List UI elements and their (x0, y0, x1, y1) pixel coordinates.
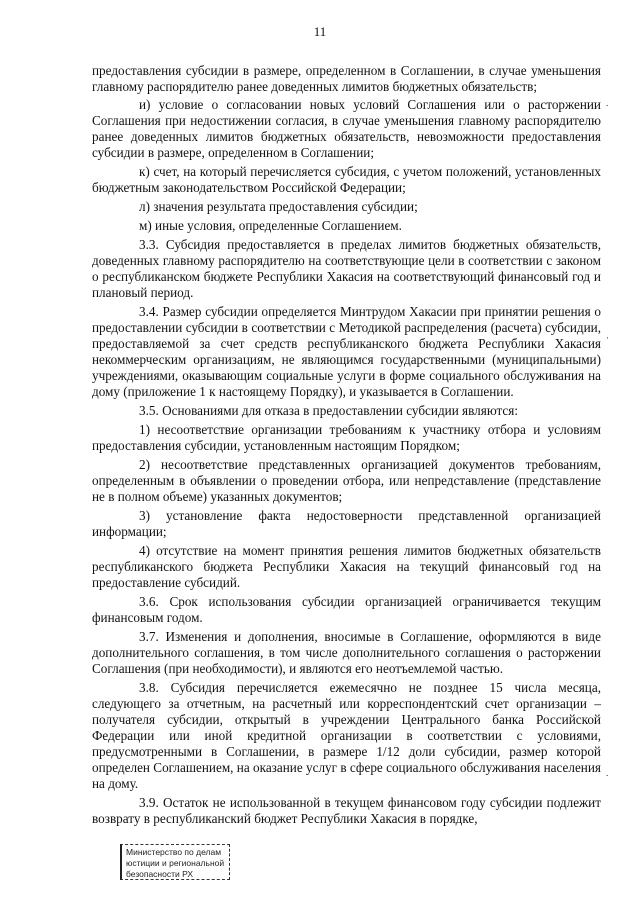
paragraph-item-l: л) значения результата предоставления субсидии; (139, 199, 418, 214)
paragraph-item-m: м) иные условия, определенные Соглашением. (139, 218, 402, 233)
margin-mark: . (606, 98, 609, 108)
paragraph-3-9: 3.9. Остаток не использованной в текущем финансовом году субсидии подлежит возврату в республиканский бюджет Республики Хакасия в порядке, (92, 795, 601, 826)
paragraph-3-7: 3.7. Изменения и дополнения, вносимые в Соглашение, оформляются в виде дополнительного соглашения, в том числе дополнительного соглашения о расторжении Соглашения (при необходимости), и являются его неотъемлемой частью. (92, 629, 601, 676)
paragraph-3-5-item-3: 3) установление факта недостоверности представленной организацией информации; (92, 508, 601, 539)
paragraph-item-k: к) счет, на который перечисляется субсидия, с учетом положений, установленных бюджетным законодательством Российской Федерации; (92, 164, 601, 195)
page-number: 11 (313, 24, 327, 39)
document-body (92, 63, 601, 830)
paragraph-continuation: предоставления субсидии в размере, определенном в Соглашении, в случае уменьшения главному распорядителю ранее доведенных лимитов бюджетных обязательств; (92, 63, 601, 94)
paragraph-3-5-item-2: 2) несоответствие представленных организацией документов требованиям, определенным в объявлении о проведении отбора, или непредставление (представление не в полном объеме) указанных документов; (92, 457, 601, 504)
stamp-line: безопасности РХ (126, 869, 194, 879)
paragraph-3-3: 3.3. Субсидия предоставляется в пределах лимитов бюджетных обязательств, доведенных главному распорядителю на соответствующие цели в соответствии с законом о республиканском бюджете Республики Хакасия на соответствующий финансовый год и плановый период. (92, 237, 601, 300)
paragraph-3-6: 3.6. Срок использования субсидии организацией ограничивается текущим финансовым годом. (92, 594, 601, 625)
ministry-stamp (120, 844, 230, 880)
paragraph-3-5: 3.5. Основаниями для отказа в предоставлении субсидии являются: (139, 403, 519, 418)
paragraph-3-8: 3.8. Субсидия перечисляется ежемесячно не позднее 15 числа месяца, следующего за отчетным, на расчетный или корреспондентский счет организации – получателя субсидии, открытый в учреждении Центрального банка Российской Федерации или иной кредитной организации в соответствии с условиями, предусмотренными в Соглашении, в размере 1/12 доли субсидии, размер которой определен Соглашением, на оказание услуг в сфере социального обслуживания населения на дому. (92, 680, 601, 791)
margin-mark: . (606, 768, 609, 778)
paragraph-3-5-item-1: 1) несоответствие организации требованиям к участнику отбора и условиям предоставления субсидии, установленным настоящим Порядком; (92, 422, 601, 453)
paragraph-3-4: 3.4. Размер субсидии определяется Минтрудом Хакасии при принятии решения о предоставлении субсидии в соответствии с Методикой распределения (расчета) субсидии, предоставляемой за счет средств республиканского бюджета Республики Хакасия некоммерческим организациям, не являющимся государственными (муниципальными) учреждениями, оказывающим социальные услуги в форме социального обслуживания на дому (приложение 1 к настоящему Порядку), и указывается в Соглашении. (92, 304, 601, 399)
paragraph-3-5-item-4: 4) отсутствие на момент принятия решения лимитов бюджетных обязательств республиканского бюджета Республики Хакасия на текущий финансовый год на предоставление субсидий. (92, 543, 601, 590)
stamp-line: юстиции и региональной (126, 858, 225, 868)
paragraph-item-i: и) условие о согласовании новых условий Соглашения или о расторжении Соглашения при недостижении согласия, в случае уменьшения главному распорядителю ранее доведенных лимитов бюджетных обязательств, невозможности предоставления субсидии в размере, определенном в Соглашении; (92, 97, 601, 160)
stamp-line: Министерство по делам (126, 847, 222, 857)
margin-mark: · (606, 333, 609, 343)
